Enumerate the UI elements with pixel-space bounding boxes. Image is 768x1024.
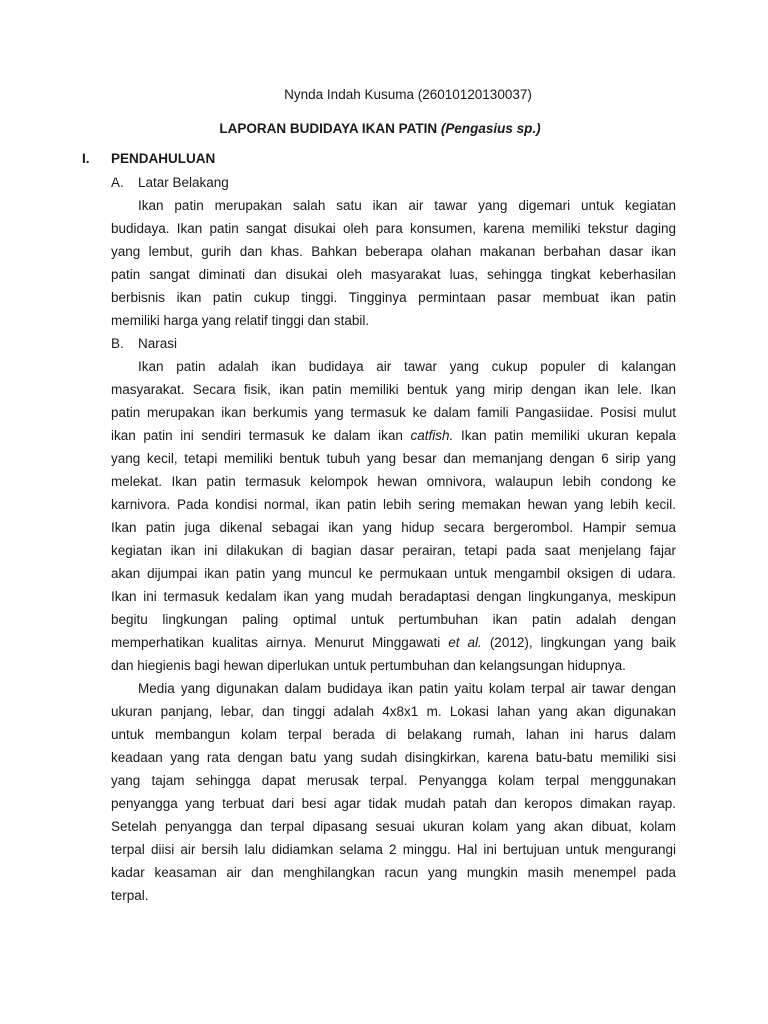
italic-term: et al. xyxy=(448,635,482,650)
paragraph-line: Ikan patin adalah ikan budidaya air tawar yang cukup populer di kalangan xyxy=(138,359,676,374)
paragraph-line: ukuran panjang, lebar, dan tinggi adalah 4x8x1 m. Lokasi lahan yang akan digunakan xyxy=(111,704,676,719)
paragraph-line: patin sangat diminati dan disukai oleh masyarakat luas, sehingga tingkat keberhasilan xyxy=(111,267,676,282)
paragraph-line: Ikan patin merupakan salah satu ikan air tawar yang digemari untuk kegiatan xyxy=(138,198,676,213)
paragraph-line: kadar keasaman air dan menghilangkan racun yang mungkin masih menempel pada xyxy=(111,865,676,880)
paragraph-line: penyangga yang terbuat dari besi agar tidak mudah patah dan keropos dimakan rayap. xyxy=(111,796,676,811)
paragraph-line xyxy=(111,635,676,651)
paragraph-line: yang lembut, gurih dan khas. Bahkan beberapa olahan makanan berbahan dasar ikan xyxy=(111,244,676,259)
document-title xyxy=(0,121,764,137)
paragraph-line: yang tajam sehingga dapat merusak terpal. Penyangga kolam terpal menggunakan xyxy=(111,773,676,788)
paragraph-line: melekat. Ikan patin termasuk kelompok hewan omnivora, walaupun lebih condong ke xyxy=(111,474,676,489)
paragraph-line: berbisnis ikan patin cukup tinggi. Tingginya permintaan pasar membuat ikan patin xyxy=(111,290,676,305)
paragraph-line: terpal diisi air bersih lalu didiamkan selama 2 minggu. Hal ini bertujuan untuk mengurangi xyxy=(111,842,676,857)
paragraph-line: untuk membangun kolam terpal berada di belakang rumah, lahan ini harus dalam xyxy=(111,727,676,742)
paragraph-line: terpal. xyxy=(111,888,149,903)
paragraph-line: Media yang digunakan dalam budidaya ikan patin yaitu kolam terpal air tawar dengan xyxy=(138,681,676,696)
section-heading: PENDAHULUAN xyxy=(111,151,216,166)
title-species: (Pengasius sp.) xyxy=(440,121,541,136)
paragraph-line: keadaan yang rata dengan batu yang sudah disingkirkan, karena batu-batu memiliki sisi xyxy=(111,750,676,765)
paragraph-line: budidaya. Ikan patin sangat disukai oleh para konsumen, karena memiliki tekstur daging xyxy=(111,221,676,236)
paragraph-line xyxy=(111,428,676,444)
subsection-b-heading: Narasi xyxy=(138,336,178,351)
subsection-a-letter: A. xyxy=(111,175,124,190)
paragraph-line: Setelah penyangga dan terpal dipasang sesuai ukuran kolam yang akan dibuat, kolam xyxy=(111,819,676,834)
paragraph-line: patin merupakan ikan berkumis yang termasuk ke dalam famili Pangasiidae. Posisi mulut xyxy=(111,405,676,420)
section-number: I. xyxy=(82,151,90,166)
text-span: (2012), lingkungan yang baik xyxy=(481,635,676,650)
text-span: memperhatikan kualitas airnya. Menurut Minggawati xyxy=(111,635,449,650)
paragraph-line: karnivora. Pada kondisi normal, ikan patin lebih sering memakan hewan yang lebih kecil. xyxy=(111,497,676,512)
paragraph-line: memiliki harga yang relatif tinggi dan stabil. xyxy=(111,313,370,328)
author-line: Nynda Indah Kusuma (26010120130037) xyxy=(284,87,532,102)
title-text: LAPORAN BUDIDAYA IKAN PATIN xyxy=(219,121,438,136)
subsection-b-letter: B. xyxy=(111,336,124,351)
subsection-a-heading: Latar Belakang xyxy=(138,175,229,190)
paragraph-line: dan hiegienis bagi hewan diperlukan untuk pertumbuhan dan kelangsungan hidupnya. xyxy=(111,658,626,673)
paragraph-line: akan dijumpai ikan patin yang muncul ke permukaan untuk mengambil oksigen di udara. xyxy=(111,566,676,581)
text-span: Ikan patin memiliki ukuran kepala xyxy=(453,428,676,443)
paragraph-line: begitu lingkungan paling optimal untuk pertumbuhan ikan patin adalah dengan xyxy=(111,612,676,627)
italic-term: catfish. xyxy=(410,428,454,443)
paragraph-line: Ikan patin juga dikenal sebagai ikan yang hidup secara bergerombol. Hampir semua xyxy=(111,520,676,535)
paragraph-line: Ikan ini termasuk kedalam ikan yang mudah beradaptasi dengan lingkunganya, meskipun xyxy=(111,589,676,604)
paragraph-line: masyarakat. Secara fisik, ikan patin memiliki bentuk yang mirip dengan ikan lele. Ikan xyxy=(111,382,676,397)
paragraph-line: kegiatan ikan ini dilakukan di bagian dasar perairan, tetapi pada saat menjelang fajar xyxy=(111,543,676,558)
paragraph-line: yang kecil, tetapi memiliki bentuk tubuh yang besar dan memanjang dengan 6 sirip yang xyxy=(111,451,676,466)
text-span: ikan patin ini sendiri termasuk ke dalam ikan xyxy=(111,428,411,443)
